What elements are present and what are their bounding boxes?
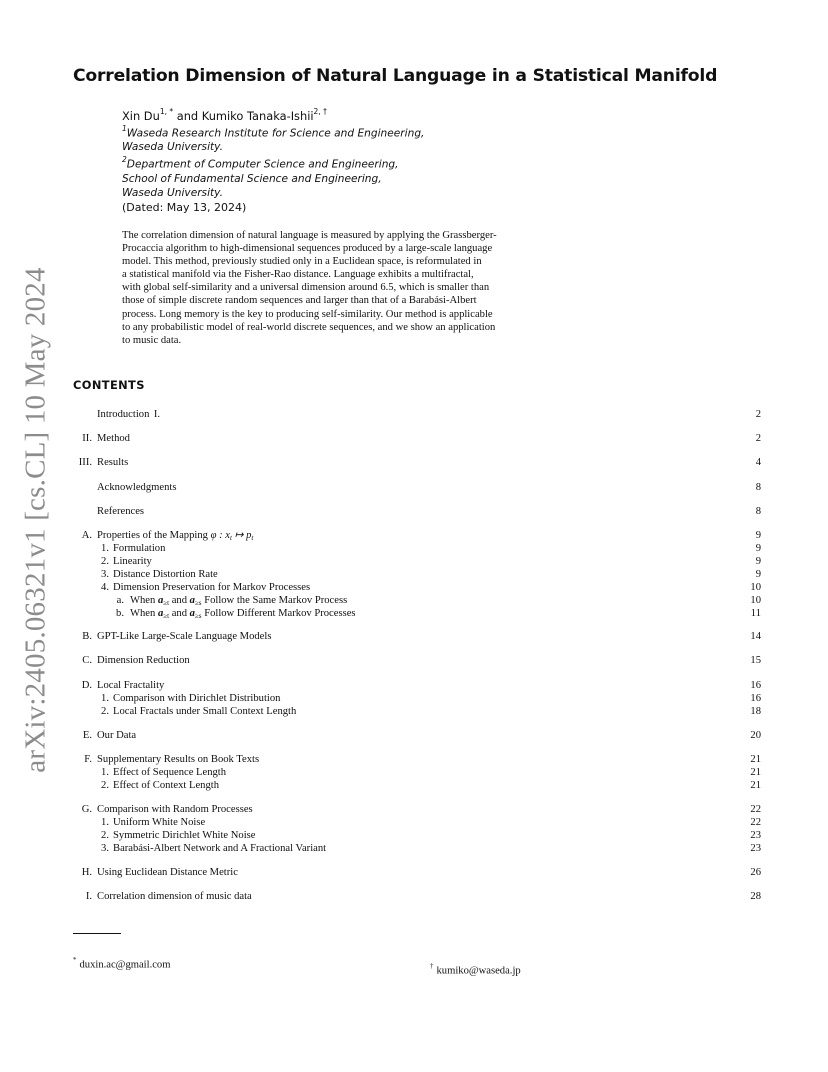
- toc-number: 3.: [101, 569, 109, 580]
- toc-number: 1.: [101, 767, 109, 778]
- abstract-line: those of simple discrete random sequences and larger than that of a Barabási-Albert: [122, 295, 477, 307]
- toc-number: G.: [81, 804, 92, 815]
- toc-number: B.: [82, 631, 92, 642]
- toc-page: 23: [750, 843, 761, 854]
- toc-math-mapping: φ : x: [210, 530, 230, 541]
- footnote-rule: [73, 933, 121, 934]
- toc-number: 2.: [101, 556, 109, 567]
- toc-page: 2: [755, 433, 761, 444]
- footnote-1-mark: *: [73, 956, 77, 964]
- toc-label[interactable]: Formulation: [113, 543, 166, 554]
- toc-label[interactable]: [130, 607, 356, 623]
- toc-page: 10: [750, 595, 761, 606]
- toc-page: 22: [750, 817, 761, 828]
- toc-entry-appendix-i[interactable]: [0, 890, 828, 903]
- author-1-marks: 1, *: [159, 107, 174, 116]
- footnote-1: [73, 957, 170, 971]
- contents-heading: CONTENTS: [73, 378, 145, 392]
- toc-label[interactable]: Linearity: [113, 556, 152, 567]
- toc-entry-appendix-h[interactable]: [0, 866, 828, 879]
- toc-number: 1.: [101, 693, 109, 704]
- toc-page: 21: [750, 754, 761, 765]
- toc-entry-appendix-c[interactable]: [0, 654, 828, 667]
- toc-math-subscript: ≥s: [194, 612, 202, 620]
- toc-page: 15: [750, 655, 761, 666]
- toc-page: 10: [750, 582, 761, 593]
- toc-number: 1.: [101, 817, 109, 828]
- toc-page: 4: [755, 457, 761, 468]
- affiliation-1-mark: 1: [122, 123, 127, 133]
- affiliation-2-line-1: Department of Computer Science and Engineering,: [126, 158, 399, 171]
- toc-label[interactable]: Comparison with Random Processes: [97, 804, 253, 815]
- toc-entry-f2[interactable]: [0, 779, 828, 792]
- footnote-2-mark: †: [430, 962, 434, 970]
- toc-entry-g3[interactable]: [0, 842, 828, 855]
- author-line: [122, 106, 424, 123]
- toc-label-text: When: [130, 595, 156, 606]
- toc-math-subscript: ≥t: [163, 599, 170, 607]
- toc-page: 16: [750, 693, 761, 704]
- toc-label[interactable]: Dimension Preservation for Markov Processes: [113, 582, 311, 593]
- toc-number: 2.: [101, 830, 109, 841]
- toc-label[interactable]: Dimension Reduction: [97, 655, 190, 666]
- toc-page: 18: [750, 706, 761, 717]
- toc-number: 3.: [101, 843, 109, 854]
- toc-number: a.: [116, 595, 124, 606]
- toc-page: 22: [750, 804, 761, 815]
- toc-label[interactable]: Uniform White Noise: [113, 817, 206, 828]
- toc-label[interactable]: Results: [97, 457, 129, 468]
- affiliation-1-line-1: Waseda Research Institute for Science and Engineering,: [126, 127, 425, 140]
- affiliation-1: [122, 123, 424, 155]
- affiliation-1-line-2: Waseda University.: [122, 141, 223, 154]
- toc-entry-a2[interactable]: [0, 555, 828, 568]
- toc-math-and: and: [171, 595, 187, 606]
- toc-label-text: When: [130, 608, 156, 619]
- toc-page: 21: [750, 780, 761, 791]
- toc-label-text: Properties of the Mapping: [97, 530, 208, 541]
- toc-number: II.: [82, 433, 92, 444]
- toc-number: I.: [85, 891, 92, 902]
- toc-entry-appendix-d[interactable]: [0, 679, 828, 692]
- toc-number: F.: [84, 754, 92, 765]
- abstract-line: The correlation dimension of natural language is measured by applying the Grassberger-: [122, 230, 497, 241]
- toc-label[interactable]: Using Euclidean Distance Metric: [97, 867, 238, 878]
- toc-label[interactable]: Symmetric Dirichlet White Noise: [113, 830, 256, 841]
- toc-page: 14: [750, 631, 761, 642]
- toc-entry-appendix-f[interactable]: [0, 753, 828, 766]
- toc-number: H.: [81, 867, 92, 878]
- toc-page: 16: [750, 680, 761, 691]
- toc-label[interactable]: Comparison with Dirichlet Distribution: [113, 693, 281, 704]
- toc-page: 8: [755, 506, 761, 517]
- toc-page: 9: [755, 569, 761, 580]
- toc-page: 23: [750, 830, 761, 841]
- toc-entry-acknowledgments[interactable]: [0, 481, 828, 494]
- author-2: Kumiko Tanaka-Ishii: [201, 108, 314, 123]
- toc-page: 21: [750, 767, 761, 778]
- toc-label[interactable]: Correlation dimension of music data: [97, 891, 252, 902]
- abstract-line: Procaccia algorithm to high-dimensional sequences produced by a large-scale language: [122, 243, 493, 255]
- toc-label[interactable]: Local Fractals under Small Context Length: [113, 706, 297, 717]
- toc-entry-g1[interactable]: [0, 816, 828, 829]
- toc-math-a: a: [157, 608, 164, 619]
- toc-entry-f1[interactable]: [0, 766, 828, 779]
- affiliation-2-line-3: Waseda University.: [122, 186, 223, 199]
- arxiv-identifier-stamp: arXiv:2405.06321v1 [cs.CL] 10 May 2024: [19, 267, 52, 773]
- toc-entry-a4a[interactable]: [0, 594, 828, 607]
- toc-math-subscript: t: [251, 534, 254, 542]
- toc-page: 9: [755, 530, 761, 541]
- toc-label[interactable]: Supplementary Results on Book Texts: [97, 754, 260, 765]
- toc-page: 28: [750, 891, 761, 902]
- toc-label[interactable]: Distance Distortion Rate: [113, 569, 218, 580]
- toc-number: 1.: [101, 543, 109, 554]
- toc-math-subscript: ≥s: [194, 599, 202, 607]
- toc-math-and: and: [171, 608, 187, 619]
- author-2-marks: 2, †: [313, 107, 327, 116]
- toc-entry-a3[interactable]: [0, 568, 828, 581]
- toc-math-a: a: [157, 595, 164, 606]
- toc-number: 4.: [101, 582, 109, 593]
- footnote-1-email[interactable]: duxin.ac@gmail.com: [79, 959, 171, 971]
- toc-number: I.: [153, 409, 160, 420]
- toc-entry-d2[interactable]: [0, 705, 828, 718]
- toc-label-text: Follow Different Markov Processes: [204, 608, 356, 619]
- toc-entry-a4[interactable]: [0, 581, 828, 594]
- toc-math-a: a: [189, 595, 195, 606]
- toc-label[interactable]: Method: [97, 433, 130, 444]
- toc-entry-introduction[interactable]: [0, 408, 828, 421]
- toc-label[interactable]: Effect of Sequence Length: [113, 767, 227, 778]
- affiliation-2-line-2: School of Fundamental Science and Engineering,: [122, 172, 382, 185]
- toc-label[interactable]: Effect of Context Length: [113, 780, 220, 791]
- toc-number: A.: [81, 530, 92, 541]
- toc-number: b.: [116, 608, 124, 619]
- toc-label[interactable]: Barabási-Albert Network and A Fractional Variant: [113, 843, 327, 854]
- toc-math-a: a: [189, 608, 195, 619]
- toc-number: III.: [78, 457, 92, 468]
- toc-page: 8: [755, 482, 761, 493]
- toc-label[interactable]: Acknowledgments: [97, 482, 177, 493]
- affiliation-2: [122, 154, 424, 200]
- abstract-line: model. This method, previously studied only in a Euclidean space, is reformulated in: [122, 256, 482, 268]
- toc-page: 2: [755, 409, 761, 420]
- author-conjunction: and: [176, 108, 199, 123]
- affiliation-2-mark: 2: [122, 155, 127, 165]
- toc-page: 26: [750, 867, 761, 878]
- toc-number: E.: [82, 730, 92, 741]
- toc-entry-references[interactable]: [0, 505, 828, 518]
- toc-label[interactable]: Introduction: [97, 409, 150, 420]
- toc-entry-a4b[interactable]: [0, 607, 828, 620]
- dated-line: (Dated: May 13, 2024): [122, 201, 247, 214]
- toc-entry-d1[interactable]: [0, 692, 828, 705]
- toc-page: 9: [755, 556, 761, 567]
- toc-math-arrow: ↦ p: [231, 530, 252, 541]
- abstract-line: to music data.: [122, 334, 182, 346]
- toc-label-text: Follow the Same Markov Process: [204, 595, 348, 606]
- author-block: [122, 106, 424, 200]
- author-1: Xin Du: [122, 108, 160, 123]
- toc-entry-a1[interactable]: [0, 542, 828, 555]
- paper-title: Correlation Dimension of Natural Language in a Statistical Manifold: [73, 66, 718, 86]
- toc-math-subscript: t: [229, 534, 232, 542]
- toc-entry-method[interactable]: [0, 432, 828, 445]
- abstract-line: a statistical manifold via the Fisher-Rao distance. Language exhibits a multifractal,: [122, 269, 474, 281]
- toc-number: 2.: [101, 780, 109, 791]
- abstract-line: to any probabilistic model of real-world discrete sequences, and we show an application: [122, 321, 496, 333]
- toc-page: 11: [750, 608, 761, 619]
- toc-entry-g2[interactable]: [0, 829, 828, 842]
- abstract: [122, 229, 560, 347]
- toc-label[interactable]: References: [97, 506, 145, 517]
- toc-page: 9: [755, 543, 761, 554]
- toc-number: D.: [81, 680, 92, 691]
- toc-label[interactable]: GPT-Like Large-Scale Language Models: [97, 631, 272, 642]
- toc-number: C.: [82, 655, 92, 666]
- toc-entry-appendix-a[interactable]: [0, 529, 828, 542]
- toc-entry-appendix-b[interactable]: [0, 630, 828, 643]
- toc-label[interactable]: Local Fractality: [97, 680, 165, 691]
- toc-entry-appendix-g[interactable]: [0, 803, 828, 816]
- abstract-line: with global self-similarity and a universal dimension around 6.5, which is smaller than: [122, 282, 490, 294]
- abstract-line: process. Long memory is the key to producing self-similarity. Our method is applicable: [122, 308, 493, 320]
- toc-number: 2.: [101, 706, 109, 717]
- toc-page: 20: [750, 730, 761, 741]
- footnote-2: [430, 963, 521, 977]
- toc-label[interactable]: Our Data: [97, 730, 137, 741]
- footnote-2-email[interactable]: kumiko@waseda.jp: [436, 965, 521, 977]
- toc-entry-results[interactable]: [0, 456, 828, 469]
- toc-math-subscript: ≥t: [163, 612, 170, 620]
- toc-entry-appendix-e[interactable]: [0, 729, 828, 742]
